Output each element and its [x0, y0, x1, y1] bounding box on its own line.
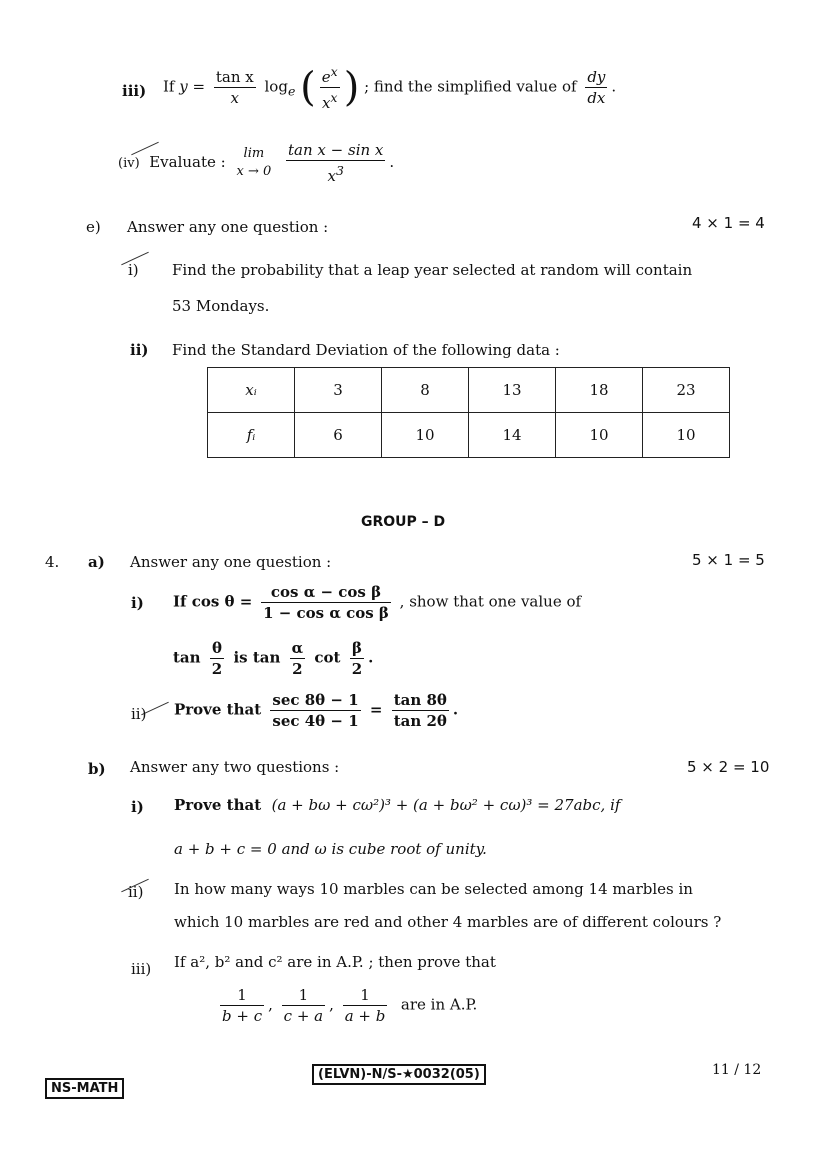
denominator: 1 − cos α cos β: [263, 604, 389, 622]
question-text: In how many ways 10 marbles can be selected among 14 marbles in: [174, 880, 693, 898]
paper-code: (ELVN)-N/S-★0032(05): [312, 1064, 486, 1085]
text: , show that one value of: [399, 592, 582, 611]
text: ; find the simplified value of: [364, 77, 577, 96]
table-cell: 10: [556, 413, 643, 458]
q-num: ii): [130, 341, 149, 359]
fraction: [261, 582, 391, 623]
q-num: iii): [122, 82, 147, 100]
subject-label: NS-MATH: [45, 1078, 124, 1099]
table-cell: 3: [295, 368, 382, 413]
question-text: which 10 marbles are red and other 4 marbles are of different colours ?: [174, 913, 722, 931]
question-text: If a², b² and c² are in A.P. ; then prove that: [174, 953, 496, 971]
numerator: $e^x$: [321, 64, 338, 86]
table-cell: 13: [469, 368, 556, 413]
q4a-ii-expression: Prove that $\frac{\sec 8\theta - 1}{\sec 4\theta - 1}$ = $\frac{\tan 8\theta}{\tan 2\theta}$ .: [174, 691, 459, 730]
q-num: (iv): [118, 156, 140, 171]
table-cell: 10: [643, 413, 730, 458]
section-label: e): [86, 218, 101, 236]
text: If: [163, 77, 175, 96]
q-num: i): [128, 261, 139, 279]
denominator: x: [230, 89, 240, 107]
fraction: [320, 62, 340, 113]
q-num: ii): [131, 705, 147, 723]
data-table: [207, 367, 730, 458]
table-row: [208, 368, 730, 413]
q-num: iii): [131, 960, 152, 978]
section-instruction: Answer any one question :: [130, 553, 332, 571]
section-label: a): [88, 553, 105, 571]
table-cell: 8: [382, 368, 469, 413]
q4a-i-line2: tan $\frac{\theta}{2}$ is tan $\frac{\alpha}{2}$ cot $\frac{\beta}{2}$ .: [173, 639, 374, 678]
table-cell: 10: [382, 413, 469, 458]
table-header: xᵢ: [208, 368, 295, 413]
group-heading: GROUP – D: [361, 514, 446, 530]
text: log: [264, 77, 288, 96]
section-instruction: Answer any two questions :: [130, 758, 340, 776]
marks: 4 × 1 = 4: [692, 214, 765, 232]
table-header: fᵢ: [208, 413, 295, 458]
q4a-i-expression: [173, 582, 581, 623]
text: If cos θ =: [173, 592, 253, 611]
q3c-iv-expression: (iv) Evaluate : lim x → 0 $\frac{\text{tan x − sin x}}{x^3}$ .: [118, 141, 395, 185]
text: y =: [179, 77, 206, 96]
numerator: tan x − sin x: [288, 141, 384, 159]
table-cell: 18: [556, 368, 643, 413]
limit: lim x → 0: [236, 146, 272, 179]
question-text: Find the Standard Deviation of the following data :: [172, 341, 560, 359]
denominator: $x^3$: [327, 163, 344, 185]
q4b-i-expression: Prove that (a + bω + cω²)³ + (a + bω² + cω)³ = 27abc, if: [174, 796, 621, 814]
text: e: [287, 83, 296, 99]
q-num: i): [131, 594, 144, 612]
marks: 5 × 1 = 5: [692, 551, 765, 569]
table-cell: 23: [643, 368, 730, 413]
q3c-iii-expression: If y = $\frac{\text{tan x}}{x}$ $\log_e$ ( $\frac{e^x}{x^x}$ ) ; find the simplified value of $\frac{dy}{dx}$ .: [163, 64, 617, 112]
question-text: 53 Mondays.: [172, 297, 270, 315]
numerator: cos α − cos β: [261, 582, 391, 603]
q4b-iii-fractions: $\frac{1}{b + c}$ , $\frac{1}{c + a}$ , $\frac{1}{a + b}$ are in A.P.: [222, 986, 478, 1025]
question-text: a + b + c = 0 and ω is cube root of unity.: [174, 840, 487, 858]
numerator: dy: [587, 68, 606, 86]
numerator: tan x: [215, 68, 254, 86]
fraction: [286, 140, 385, 186]
fraction: [585, 67, 607, 108]
page-number: 11 / 12: [712, 1062, 762, 1078]
denominator: $x^x$: [321, 90, 338, 112]
q-num: i): [131, 798, 144, 816]
table-row: [208, 413, 730, 458]
fraction: [214, 67, 256, 108]
q-num: ii): [128, 883, 144, 901]
marks: 5 × 2 = 10: [687, 758, 770, 776]
question-text: Find the probability that a leap year selected at random will contain: [172, 261, 693, 279]
denominator: dx: [587, 89, 606, 107]
table-cell: 14: [469, 413, 556, 458]
table-cell: 6: [295, 413, 382, 458]
text: Evaluate :: [149, 153, 226, 171]
section-instruction: Answer any one question :: [127, 218, 329, 236]
section-label: b): [88, 760, 106, 778]
question-number: 4.: [45, 553, 60, 571]
